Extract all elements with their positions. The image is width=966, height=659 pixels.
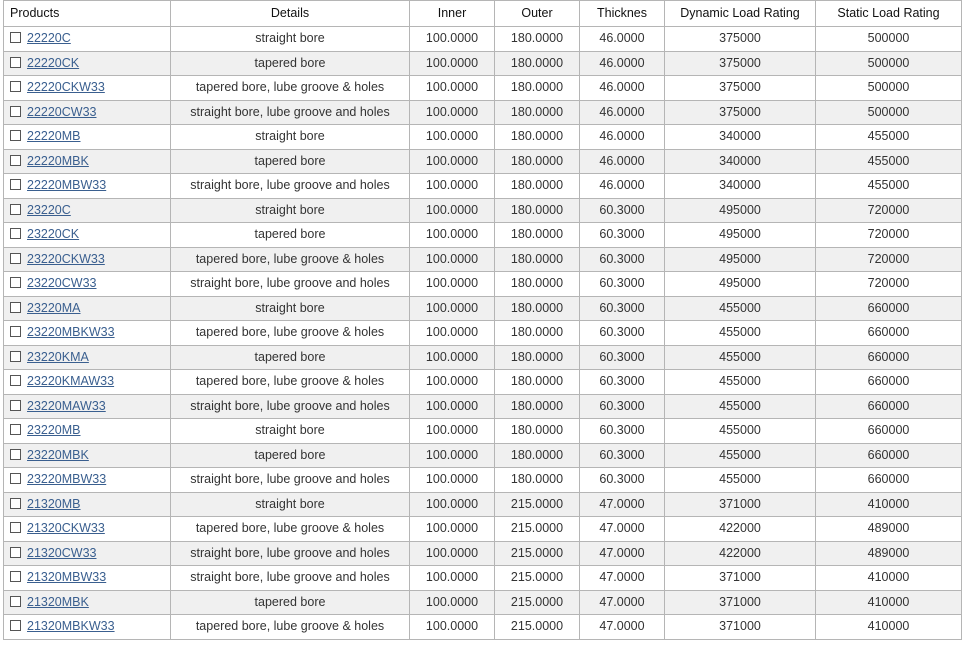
- cell-static-load-rating: 410000: [816, 615, 962, 640]
- cell-details: straight bore, lube groove and holes: [171, 394, 410, 419]
- cell-thickness: 60.3000: [580, 223, 665, 248]
- cell-inner: 100.0000: [410, 492, 495, 517]
- cell-static-load-rating: 500000: [816, 76, 962, 101]
- cell-static-load-rating: 410000: [816, 566, 962, 591]
- cell-static-load-rating: 500000: [816, 27, 962, 52]
- cell-dynamic-load-rating: 371000: [665, 615, 816, 640]
- cell-static-load-rating: 660000: [816, 370, 962, 395]
- table-row: [4, 125, 962, 150]
- cell-inner: 100.0000: [410, 125, 495, 150]
- cell-dynamic-load-rating: 375000: [665, 27, 816, 52]
- cell-inner: 100.0000: [410, 394, 495, 419]
- row-select-checkbox[interactable]: [10, 424, 21, 435]
- cell-details: straight bore: [171, 492, 410, 517]
- product-link[interactable]: 23220CKW33: [27, 251, 105, 266]
- row-select-checkbox[interactable]: [10, 449, 21, 460]
- cell-outer: 180.0000: [495, 223, 580, 248]
- cell-inner: 100.0000: [410, 468, 495, 493]
- cell-product: [4, 492, 171, 517]
- cell-static-load-rating: 720000: [816, 247, 962, 272]
- cell-outer: 215.0000: [495, 541, 580, 566]
- cell-product: [4, 370, 171, 395]
- row-select-checkbox[interactable]: [10, 571, 21, 582]
- cell-thickness: 46.0000: [580, 76, 665, 101]
- cell-static-load-rating: 500000: [816, 51, 962, 76]
- product-link[interactable]: 23220CK: [27, 227, 80, 242]
- cell-details: tapered bore: [171, 51, 410, 76]
- cell-product: [4, 419, 171, 444]
- cell-inner: 100.0000: [410, 615, 495, 640]
- cell-details: straight bore, lube groove and holes: [171, 541, 410, 566]
- product-link[interactable]: 22220MBK: [27, 153, 89, 168]
- cell-outer: 180.0000: [495, 76, 580, 101]
- cell-outer: 180.0000: [495, 321, 580, 346]
- row-select-checkbox[interactable]: [10, 620, 21, 631]
- cell-outer: 215.0000: [495, 492, 580, 517]
- row-select-checkbox[interactable]: [10, 57, 21, 68]
- cell-dynamic-load-rating: 455000: [665, 321, 816, 346]
- cell-dynamic-load-rating: 495000: [665, 198, 816, 223]
- cell-inner: 100.0000: [410, 149, 495, 174]
- cell-details: tapered bore: [171, 590, 410, 615]
- header-row: [4, 1, 962, 27]
- cell-outer: 215.0000: [495, 615, 580, 640]
- cell-static-load-rating: 720000: [816, 198, 962, 223]
- cell-product: [4, 541, 171, 566]
- row-select-checkbox[interactable]: [10, 326, 21, 337]
- product-link[interactable]: 21320MBKW33: [27, 619, 115, 634]
- cell-details: straight bore: [171, 419, 410, 444]
- table-row: [4, 51, 962, 76]
- cell-product: [4, 149, 171, 174]
- table-row: [4, 468, 962, 493]
- cell-outer: 180.0000: [495, 345, 580, 370]
- cell-dynamic-load-rating: 455000: [665, 296, 816, 321]
- cell-outer: 180.0000: [495, 174, 580, 199]
- column-header-dynamic-load-rating: Dynamic Load Rating: [665, 1, 816, 27]
- cell-product: [4, 443, 171, 468]
- cell-thickness: 60.3000: [580, 345, 665, 370]
- cell-thickness: 60.3000: [580, 296, 665, 321]
- cell-dynamic-load-rating: 340000: [665, 149, 816, 174]
- table-row: [4, 517, 962, 542]
- cell-inner: 100.0000: [410, 370, 495, 395]
- product-link[interactable]: 22220CKW33: [27, 80, 105, 95]
- product-link[interactable]: 23220CW33: [27, 276, 97, 291]
- table-row: [4, 566, 962, 591]
- table-body: [4, 27, 962, 640]
- table-row: [4, 590, 962, 615]
- table-row: [4, 100, 962, 125]
- cell-details: tapered bore, lube groove & holes: [171, 517, 410, 542]
- cell-inner: 100.0000: [410, 27, 495, 52]
- row-select-checkbox[interactable]: [10, 522, 21, 533]
- column-header-outer: Outer: [495, 1, 580, 27]
- cell-inner: 100.0000: [410, 566, 495, 591]
- product-link[interactable]: 22220MB: [27, 129, 81, 144]
- table-row: [4, 443, 962, 468]
- cell-thickness: 47.0000: [580, 541, 665, 566]
- table-row: [4, 615, 962, 640]
- cell-thickness: 60.3000: [580, 321, 665, 346]
- product-link[interactable]: 23220MBK: [27, 447, 89, 462]
- cell-thickness: 46.0000: [580, 100, 665, 125]
- cell-dynamic-load-rating: 375000: [665, 76, 816, 101]
- table-row: [4, 27, 962, 52]
- cell-static-load-rating: 455000: [816, 149, 962, 174]
- row-select-checkbox[interactable]: [10, 155, 21, 166]
- row-select-checkbox[interactable]: [10, 498, 21, 509]
- table-row: [4, 370, 962, 395]
- cell-outer: 180.0000: [495, 296, 580, 321]
- cell-static-load-rating: 660000: [816, 419, 962, 444]
- cell-product: [4, 468, 171, 493]
- cell-product: [4, 27, 171, 52]
- cell-inner: 100.0000: [410, 272, 495, 297]
- cell-static-load-rating: 660000: [816, 321, 962, 346]
- cell-static-load-rating: 660000: [816, 394, 962, 419]
- cell-thickness: 60.3000: [580, 198, 665, 223]
- cell-static-load-rating: 489000: [816, 541, 962, 566]
- cell-details: tapered bore, lube groove & holes: [171, 76, 410, 101]
- cell-product: [4, 296, 171, 321]
- cell-inner: 100.0000: [410, 198, 495, 223]
- row-select-checkbox[interactable]: [10, 106, 21, 117]
- cell-thickness: 46.0000: [580, 51, 665, 76]
- cell-outer: 215.0000: [495, 517, 580, 542]
- table-row: [4, 419, 962, 444]
- cell-dynamic-load-rating: 340000: [665, 174, 816, 199]
- cell-static-load-rating: 500000: [816, 100, 962, 125]
- cell-product: [4, 174, 171, 199]
- products-table: [3, 0, 962, 640]
- product-link[interactable]: 23220KMA: [27, 349, 89, 364]
- cell-outer: 180.0000: [495, 27, 580, 52]
- cell-inner: 100.0000: [410, 223, 495, 248]
- cell-dynamic-load-rating: 455000: [665, 345, 816, 370]
- cell-product: [4, 198, 171, 223]
- cell-dynamic-load-rating: 340000: [665, 125, 816, 150]
- cell-inner: 100.0000: [410, 517, 495, 542]
- cell-details: straight bore, lube groove and holes: [171, 566, 410, 591]
- cell-outer: 180.0000: [495, 394, 580, 419]
- table-row: [4, 272, 962, 297]
- cell-static-load-rating: 660000: [816, 468, 962, 493]
- table-row: [4, 149, 962, 174]
- cell-inner: 100.0000: [410, 590, 495, 615]
- table-row: [4, 247, 962, 272]
- cell-inner: 100.0000: [410, 247, 495, 272]
- cell-details: tapered bore, lube groove & holes: [171, 321, 410, 346]
- product-link[interactable]: 21320MB: [27, 496, 81, 511]
- row-select-checkbox[interactable]: [10, 130, 21, 141]
- column-header-thickness: Thicknes: [580, 1, 665, 27]
- cell-product: [4, 345, 171, 370]
- table-row: [4, 198, 962, 223]
- cell-product: [4, 590, 171, 615]
- cell-details: tapered bore: [171, 223, 410, 248]
- cell-static-load-rating: 720000: [816, 272, 962, 297]
- table-row: [4, 223, 962, 248]
- cell-outer: 180.0000: [495, 419, 580, 444]
- cell-thickness: 60.3000: [580, 468, 665, 493]
- cell-inner: 100.0000: [410, 443, 495, 468]
- cell-thickness: 60.3000: [580, 394, 665, 419]
- cell-inner: 100.0000: [410, 51, 495, 76]
- cell-inner: 100.0000: [410, 419, 495, 444]
- column-header-inner: Inner: [410, 1, 495, 27]
- cell-details: straight bore, lube groove and holes: [171, 174, 410, 199]
- cell-details: tapered bore, lube groove & holes: [171, 247, 410, 272]
- cell-outer: 180.0000: [495, 468, 580, 493]
- cell-product: [4, 76, 171, 101]
- cell-product: [4, 247, 171, 272]
- product-link[interactable]: 22220CK: [27, 55, 80, 70]
- product-link[interactable]: 22220MBW33: [27, 178, 107, 193]
- cell-details: tapered bore: [171, 345, 410, 370]
- cell-details: straight bore: [171, 27, 410, 52]
- product-link[interactable]: 23220KMAW33: [27, 374, 115, 389]
- cell-inner: 100.0000: [410, 296, 495, 321]
- cell-thickness: 60.3000: [580, 443, 665, 468]
- cell-details: tapered bore, lube groove & holes: [171, 370, 410, 395]
- cell-dynamic-load-rating: 371000: [665, 590, 816, 615]
- cell-static-load-rating: 660000: [816, 296, 962, 321]
- cell-static-load-rating: 489000: [816, 517, 962, 542]
- cell-outer: 180.0000: [495, 443, 580, 468]
- row-select-checkbox[interactable]: [10, 547, 21, 558]
- product-link[interactable]: 23220MBW33: [27, 472, 107, 487]
- table-row: [4, 296, 962, 321]
- cell-product: [4, 223, 171, 248]
- cell-thickness: 46.0000: [580, 174, 665, 199]
- table-row: [4, 492, 962, 517]
- cell-static-load-rating: 660000: [816, 345, 962, 370]
- cell-outer: 180.0000: [495, 370, 580, 395]
- cell-details: straight bore, lube groove and holes: [171, 272, 410, 297]
- cell-inner: 100.0000: [410, 541, 495, 566]
- cell-dynamic-load-rating: 455000: [665, 370, 816, 395]
- row-select-checkbox[interactable]: [10, 596, 21, 607]
- cell-product: [4, 51, 171, 76]
- cell-dynamic-load-rating: 455000: [665, 394, 816, 419]
- cell-details: straight bore: [171, 198, 410, 223]
- cell-static-load-rating: 455000: [816, 125, 962, 150]
- product-link[interactable]: 23220MB: [27, 423, 81, 438]
- column-header-details: Details: [171, 1, 410, 27]
- product-link[interactable]: 21320MBW33: [27, 570, 107, 585]
- cell-outer: 215.0000: [495, 566, 580, 591]
- row-select-checkbox[interactable]: [10, 302, 21, 313]
- cell-dynamic-load-rating: 495000: [665, 223, 816, 248]
- cell-dynamic-load-rating: 375000: [665, 51, 816, 76]
- row-select-checkbox[interactable]: [10, 375, 21, 386]
- cell-thickness: 60.3000: [580, 370, 665, 395]
- cell-dynamic-load-rating: 455000: [665, 419, 816, 444]
- table-row: [4, 345, 962, 370]
- cell-dynamic-load-rating: 495000: [665, 247, 816, 272]
- cell-inner: 100.0000: [410, 345, 495, 370]
- cell-static-load-rating: 455000: [816, 174, 962, 199]
- cell-thickness: 60.3000: [580, 247, 665, 272]
- product-link[interactable]: 22220CW33: [27, 104, 97, 119]
- cell-outer: 180.0000: [495, 51, 580, 76]
- product-link[interactable]: 23220MBKW33: [27, 325, 115, 340]
- cell-dynamic-load-rating: 455000: [665, 468, 816, 493]
- column-header-products: Products: [4, 1, 171, 27]
- product-link[interactable]: 23220MAW33: [27, 398, 106, 413]
- product-link[interactable]: 23220C: [27, 202, 71, 217]
- cell-dynamic-load-rating: 422000: [665, 541, 816, 566]
- cell-inner: 100.0000: [410, 174, 495, 199]
- cell-dynamic-load-rating: 375000: [665, 100, 816, 125]
- cell-product: [4, 272, 171, 297]
- cell-product: [4, 615, 171, 640]
- cell-thickness: 47.0000: [580, 517, 665, 542]
- row-select-checkbox[interactable]: [10, 277, 21, 288]
- cell-details: tapered bore: [171, 149, 410, 174]
- cell-outer: 180.0000: [495, 247, 580, 272]
- row-select-checkbox[interactable]: [10, 32, 21, 43]
- cell-product: [4, 321, 171, 346]
- cell-static-load-rating: 720000: [816, 223, 962, 248]
- cell-details: tapered bore: [171, 443, 410, 468]
- cell-outer: 180.0000: [495, 198, 580, 223]
- cell-thickness: 47.0000: [580, 615, 665, 640]
- cell-thickness: 46.0000: [580, 125, 665, 150]
- table-row: [4, 541, 962, 566]
- cell-static-load-rating: 410000: [816, 492, 962, 517]
- cell-product: [4, 566, 171, 591]
- cell-thickness: 46.0000: [580, 27, 665, 52]
- row-select-checkbox[interactable]: [10, 228, 21, 239]
- cell-product: [4, 394, 171, 419]
- cell-details: straight bore, lube groove and holes: [171, 100, 410, 125]
- cell-thickness: 47.0000: [580, 492, 665, 517]
- cell-thickness: 47.0000: [580, 566, 665, 591]
- cell-inner: 100.0000: [410, 100, 495, 125]
- cell-details: straight bore, lube groove and holes: [171, 468, 410, 493]
- cell-product: [4, 125, 171, 150]
- cell-static-load-rating: 410000: [816, 590, 962, 615]
- cell-details: straight bore: [171, 296, 410, 321]
- product-link[interactable]: 22220C: [27, 31, 71, 46]
- cell-dynamic-load-rating: 371000: [665, 566, 816, 591]
- row-select-checkbox[interactable]: [10, 351, 21, 362]
- row-select-checkbox[interactable]: [10, 179, 21, 190]
- row-select-checkbox[interactable]: [10, 473, 21, 484]
- cell-details: straight bore: [171, 125, 410, 150]
- cell-outer: 180.0000: [495, 272, 580, 297]
- cell-static-load-rating: 660000: [816, 443, 962, 468]
- cell-outer: 180.0000: [495, 149, 580, 174]
- cell-thickness: 60.3000: [580, 272, 665, 297]
- cell-inner: 100.0000: [410, 321, 495, 346]
- cell-thickness: 60.3000: [580, 419, 665, 444]
- table-row: [4, 76, 962, 101]
- row-select-checkbox[interactable]: [10, 400, 21, 411]
- row-select-checkbox[interactable]: [10, 81, 21, 92]
- row-select-checkbox[interactable]: [10, 204, 21, 215]
- cell-thickness: 47.0000: [580, 590, 665, 615]
- cell-dynamic-load-rating: 495000: [665, 272, 816, 297]
- cell-outer: 180.0000: [495, 125, 580, 150]
- cell-dynamic-load-rating: 455000: [665, 443, 816, 468]
- cell-inner: 100.0000: [410, 76, 495, 101]
- table-row: [4, 394, 962, 419]
- product-link[interactable]: 21320CW33: [27, 545, 97, 560]
- row-select-checkbox[interactable]: [10, 253, 21, 264]
- product-link[interactable]: 23220MA: [27, 300, 81, 315]
- cell-product: [4, 517, 171, 542]
- cell-dynamic-load-rating: 371000: [665, 492, 816, 517]
- column-header-static-load-rating: Static Load Rating: [816, 1, 962, 27]
- table-row: [4, 321, 962, 346]
- cell-outer: 215.0000: [495, 590, 580, 615]
- cell-thickness: 46.0000: [580, 149, 665, 174]
- cell-product: [4, 100, 171, 125]
- cell-details: tapered bore, lube groove & holes: [171, 615, 410, 640]
- product-link[interactable]: 21320MBK: [27, 594, 89, 609]
- table-row: [4, 174, 962, 199]
- cell-outer: 180.0000: [495, 100, 580, 125]
- cell-dynamic-load-rating: 422000: [665, 517, 816, 542]
- product-link[interactable]: 21320CKW33: [27, 521, 105, 536]
